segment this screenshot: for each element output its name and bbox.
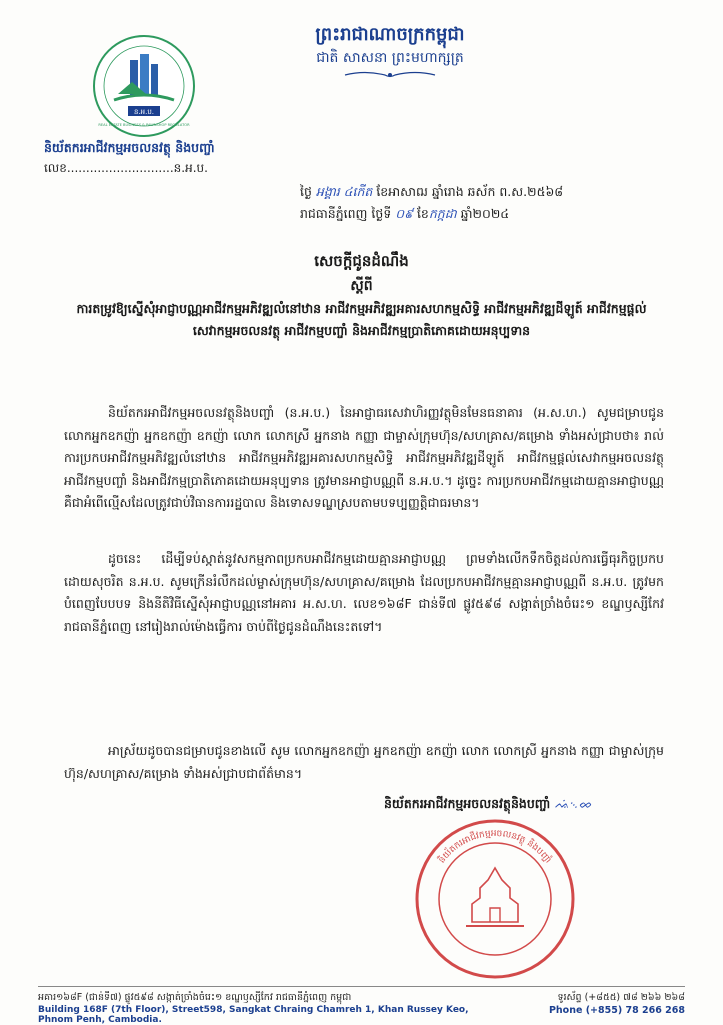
reference-number: លេខ............................ន.អ.ប.: [44, 161, 208, 175]
solar-year: ឆ្នាំ២០២៤: [460, 206, 510, 221]
logo-english-name: REAL ESTATE BUSINESS & PAWNSHOP REGULATOR: [98, 123, 190, 127]
lunar-prefix: ថ្ងៃ: [300, 184, 312, 199]
paragraph-2-text: ដូចនេះ ដើម្បីទប់ស្កាត់នូវសកម្មភាពប្រកបអាជីវកម្មដោយគ្មានអាជ្ញាបណ្ណ ព្រមទាំងលើកទឹកចិត្តដល់ការធ្វើធុរកិច្ចប្រកបដោយសុចរិត ន.អ.ប. សូមក្រើនរំលឹកដល់ម្ចាស់ក្រុមហ៊ុន/សហគ្រាស/គម្រោង ដែលប្រកបអាជីវកម្មគ្មានអាជ្ញាបណ្ណពី ន.អ.ប. ត្រូវមកបំពេញបែបបទ និងនីតិវិធីស្នើសុំអាជ្ញាបណ្ណនៅអគារ អ.ស.ហ. លេខ១៦៨F ជាន់ទី៧ ផ្លូវ៥៩៨ សង្កាត់ច្រាំងចំរេះ១ ខណ្ឌឫស្សីកែវ រាជធានីភ្នំពេញ នៅរៀងរាល់ម៉ោងធ្វើការ ចាប់ពីថ្ងៃជូនដំណឹងនេះតទៅ។: [64, 551, 664, 634]
regulator-name: និយ័តករអាជីវកម្មអចលនវត្ថុ និងបញ្ចាំ: [44, 140, 215, 155]
footer-phone-english: Phone (+855) 78 266 268: [548, 1005, 685, 1016]
solar-day: ០៩: [395, 206, 413, 221]
solar-prefix: រាជធានីភ្នំពេញ ថ្ងៃទី: [300, 206, 392, 221]
body-paragraph-2: [64, 548, 664, 638]
about-label: ស្តីពី: [350, 278, 373, 294]
paragraph-1-text: និយ័តករអាជីវកម្មអចលនវត្ថុនិងបញ្ចាំ (ន.អ.ប.) នៃអាជ្ញាធរសេវាហិរញ្ញវត្ថុមិនមែនធនាគារ (អ.ស.ហ.) សូមជម្រាបជូន លោកអ្នកឧកញ៉ា អ្នកឧកញ៉ា ឧកញ៉ា លោក លោកស្រី អ្នកនាង កញ្ញា ជាម្ចាស់ក្រុមហ៊ុន/សហគ្រាស/គម្រោង ទាំងអស់ជ្រាបថា៖ រាល់ការប្រកបអាជីវកម្មអភិវឌ្ឍលំនៅឋាន អាជីវកម្មអភិវឌ្ឍអគារសហកម្មសិទ្ធិ អាជីវកម្មអភិវឌ្ឍដីឡូត៍ អាជីវកម្មផ្តល់សេវាកម្មអចលនវត្ថុ អាជីវកម្មបញ្ចាំ និងអាជីវកម្មប្រាតិភោគដោយអនុប្បទាន ត្រូវមានអាជ្ញាបណ្ណពី ន.អ.ប.។ ដូច្នេះ ការប្រកបអាជីវកម្មដោយគ្មានអាជ្ញាបណ្ណគឺជាអំពើល្មើសដែលត្រូវជាប់វិធានការរដ្ឋបាល និងទោសទណ្ឌស្របតាមបទប្បញ្ញត្តិជាធរមាន។: [64, 405, 664, 510]
ornament-divider: [340, 70, 440, 80]
body-paragraph-3: [64, 740, 664, 785]
logo-abbreviation: ន.អ.ប.: [133, 108, 155, 116]
solar-month-label: ខែ: [416, 206, 429, 221]
paragraph-3-text: អាស្រ័យដូចបានជម្រាបជូនខាងលើ សូម លោកអ្នកឧកញ៉ា អ្នកឧកញ៉ា ឧកញ៉ា លោក លោកស្រី អ្នកនាង កញ្ញា ជាម្ចាស់ក្រុមហ៊ុន/សហគ្រាស/គម្រោង ទាំងអស់ជ្រាបជាព័ត៌មាន។: [64, 743, 664, 781]
solar-month: កក្កដា: [428, 206, 457, 221]
body-paragraph-1: [64, 402, 664, 515]
solar-date: [300, 206, 680, 225]
signer-title: និយ័តករអាជីវកម្មអចលនវត្ថុនិងបញ្ចាំ: [384, 796, 551, 811]
notice-title: សេចក្តីជូនដំណឹង: [314, 252, 409, 270]
footer-phone-khmer: ទូរស័ព្ទ (+៨៥៥) ៧៨ ២៦៦ ២៦៨: [557, 992, 685, 1003]
official-seal: [414, 818, 576, 980]
footer-address-english: Building 168F (7th Floor), Street598, Sangkat Chraing Chamreh 1, Khan Russey Keo, Phnom Penh, Cambodia.: [38, 1005, 469, 1025]
notice-subject: ការតម្រូវឱ្យស្នើសុំអាជ្ញាបណ្ណអាជីវកម្មអភិវឌ្ឍលំនៅឋាន អាជីវកម្មអភិវឌ្ឍអគារសហកម្មសិទ្ធិ អាជីវកម្មអភិវឌ្ឍដីឡូត៍ អាជីវកម្មផ្តល់សេវាកម្មអចលនវត្ថុ អាជីវកម្មបញ្ចាំ និងអាជីវកម្មប្រាតិភោគដោយអនុប្បទាន: [76, 301, 647, 338]
signature-block: [384, 796, 684, 815]
footer-address-khmer: អគារ១៦៨F (ជាន់ទី៧) ផ្លូវ៥៩៨ សង្កាត់ច្រាំងចំរេះ១ ខណ្ឌឫស្សីកែវ រាជធានីភ្នំពេញ កម្ពុជា: [38, 992, 352, 1003]
kingdom-heading: ព្រះរាជាណាចក្រកម្ពុជា: [315, 24, 465, 45]
signature-initials: ᨕᨗ᨞ᨖ: [554, 796, 592, 811]
lunar-suffix: ខែអាសាឍ ឆ្នាំរោង ឆស័ក ព.ស.២៥៦៨: [376, 184, 564, 199]
lunar-handwritten: អង្គារ ៤កើត: [315, 184, 373, 199]
lunar-date: [300, 184, 680, 203]
seal-text: និយ័តករអាជីវកម្មអចលនវត្ថុ និងបញ្ចាំ: [437, 828, 553, 866]
regulator-logo: [92, 34, 196, 138]
national-motto: ជាតិ សាសនា ព្រះមហាក្សត្រ: [316, 50, 464, 66]
footer-divider: [38, 986, 685, 987]
